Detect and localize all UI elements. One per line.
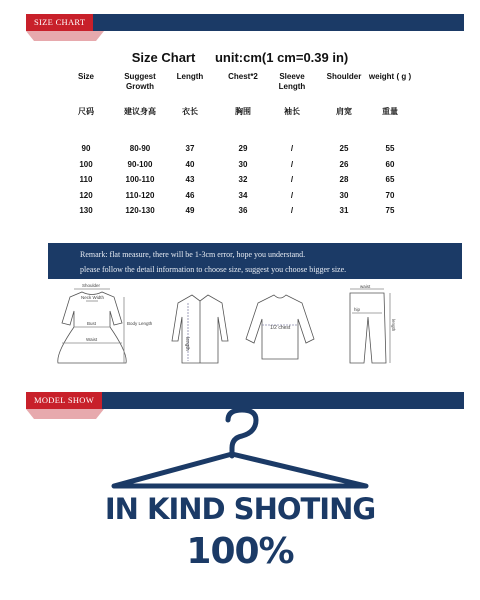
column-header-cn: 建议身高	[124, 107, 156, 116]
column-header-cn: 袖长	[284, 107, 300, 116]
table-cell: 36	[238, 206, 248, 215]
table-cell: 75	[385, 206, 395, 215]
table-cell: 30	[339, 190, 349, 200]
table-cell: 120	[79, 190, 93, 200]
column-header: Size	[77, 72, 94, 81]
table-cell: 40	[185, 159, 195, 169]
label-shoulder: Shoulder	[82, 283, 101, 288]
table-cell: 32	[238, 175, 248, 184]
label-half-chest: 1/2 chest	[270, 325, 291, 331]
label-pants-length: length	[391, 319, 396, 332]
column-header-cn: 衣长	[182, 107, 198, 116]
table-cell: 55	[385, 144, 395, 153]
column-header: Shoulder	[326, 72, 362, 81]
percent-headline: 100%	[186, 531, 294, 572]
model-show-ribbon-tail	[26, 409, 104, 419]
column-header: weight ( g )	[368, 72, 412, 81]
table-cell: /	[290, 159, 294, 169]
table-cell: 80-90	[129, 144, 151, 153]
table-cell: /	[290, 206, 294, 215]
table-cell: 110	[79, 175, 93, 184]
column-header: Suggest Growth	[124, 72, 156, 91]
label-body-length: Body Length	[127, 321, 153, 326]
dress-diagram	[58, 283, 153, 363]
table-cell: 49	[185, 206, 195, 215]
table-cell: /	[290, 190, 294, 200]
column-header-cn: 肩宽	[336, 107, 352, 116]
table-cell: 46	[185, 190, 195, 200]
label-waist: Waist	[86, 337, 98, 342]
column-header: Chest*2	[228, 72, 258, 81]
column-header: Length	[176, 72, 204, 81]
shirt-diagram	[172, 295, 228, 363]
remark-box	[48, 243, 462, 279]
model-show-ribbon: MODEL SHOW	[26, 392, 102, 409]
label-hip: hip	[354, 307, 361, 312]
measurement-diagrams	[48, 283, 420, 368]
table-cell: 34	[238, 190, 248, 200]
table-cell: 30	[238, 159, 248, 169]
table-cell: 25	[339, 144, 349, 153]
table-cell: 130	[79, 206, 93, 215]
table-cell: 90-100	[127, 159, 153, 169]
label-pants-waist: waist	[360, 284, 371, 289]
table-cell: 60	[385, 159, 395, 169]
size-table	[0, 0, 480, 230]
column-header-cn: 尺码	[78, 107, 94, 116]
column-header-cn: 重量	[382, 107, 398, 116]
table-cell: 31	[339, 206, 349, 215]
table-cell: 28	[339, 175, 349, 184]
sweater-diagram	[246, 295, 314, 359]
label-shirt-length: length	[184, 337, 190, 351]
in-kind-headline: IN KIND SHOTING	[104, 492, 376, 526]
table-cell: /	[290, 144, 294, 153]
label-bust: Bust	[87, 321, 97, 326]
table-cell: 43	[185, 175, 195, 184]
table-cell: 90	[81, 144, 91, 153]
pants-diagram	[350, 284, 396, 363]
hanger-icon	[110, 408, 370, 498]
table-cell: 37	[185, 144, 195, 153]
table-cell: 26	[339, 159, 349, 169]
table-cell: 110-120	[125, 190, 155, 200]
remark-line-1: Remark: flat measure, there will be 1-3cm error, hope you understand.	[80, 250, 306, 259]
table-cell: 70	[385, 190, 395, 200]
table-cell: 100-110	[125, 175, 155, 184]
table-cell: 65	[385, 175, 395, 184]
label-neck-width: Neck Width	[81, 295, 105, 300]
size-chart-unit: unit:cm(1 cm=0.39 in)	[214, 50, 349, 65]
table-cell: /	[290, 175, 294, 184]
size-chart-ribbon: SIZE CHART	[26, 14, 93, 31]
column-header: Sleeve Length	[278, 72, 306, 91]
size-chart-title-text: Size Chart	[131, 50, 196, 65]
remark-line-2: please follow the detail information to choose size, suggest you choose bigger size.	[80, 265, 347, 274]
column-header-cn: 胸围	[235, 107, 251, 116]
table-cell: 120-130	[125, 206, 155, 215]
table-cell: 100	[79, 159, 93, 169]
table-cell: 29	[238, 144, 248, 153]
